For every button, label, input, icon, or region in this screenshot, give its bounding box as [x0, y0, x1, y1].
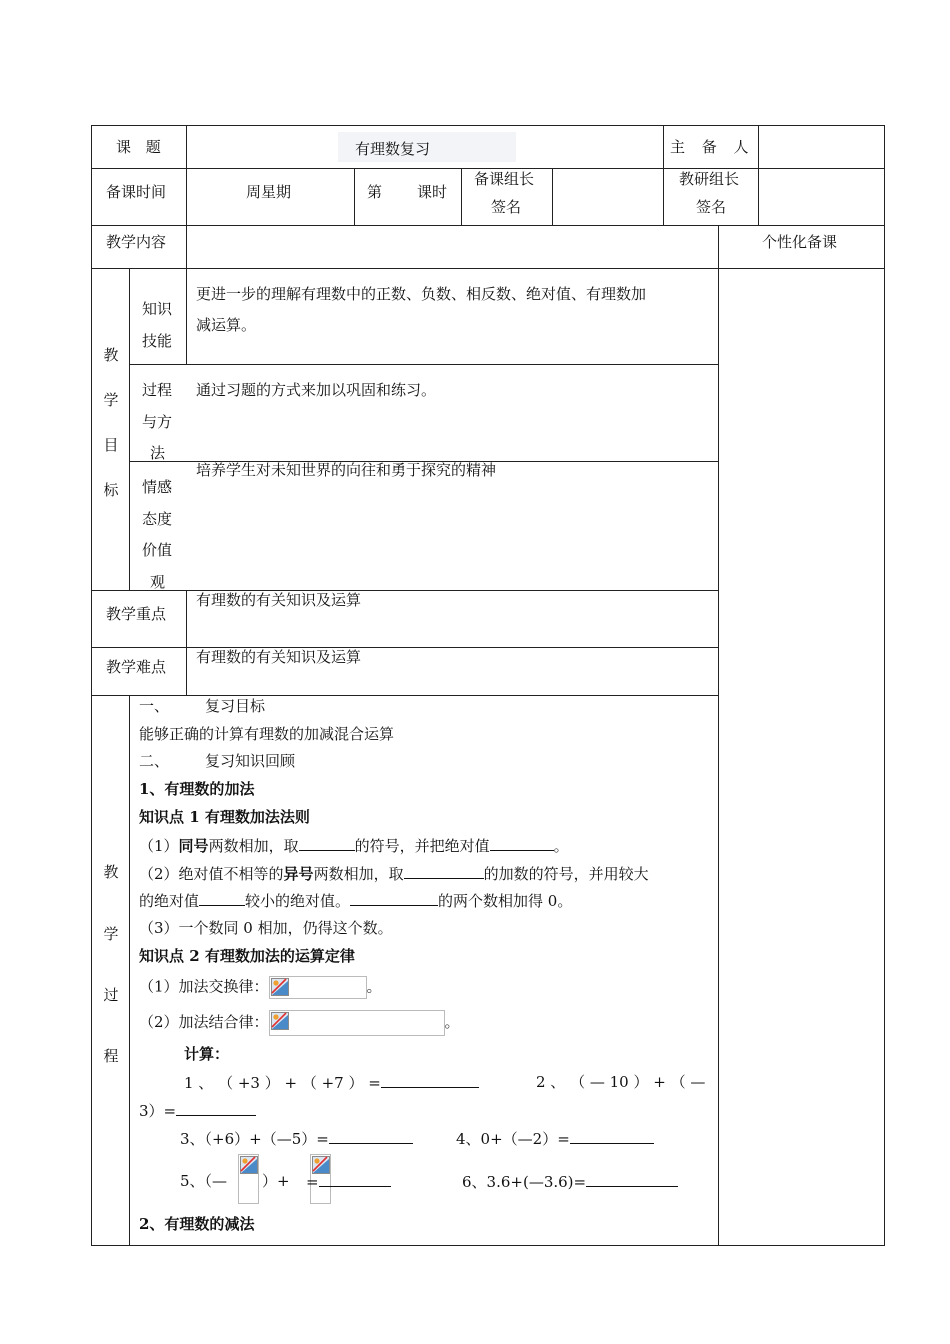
commutative-law — [139, 976, 382, 999]
knowledge-label-1: 知识 — [142, 300, 173, 318]
calc-3-expr: 3、（+6）+（—5）= — [180, 1130, 329, 1148]
broken-image-icon — [271, 978, 289, 996]
emotion-text: 培养学生对未知世界的向往和勇于探究的精神 — [196, 461, 497, 479]
commutative-law-end: 。 — [366, 977, 382, 996]
rule-2-a: （2）绝对值不相等的 — [139, 865, 284, 883]
knowledge-point-2: 知识点 2 有理数加法的运算定律 — [139, 947, 355, 965]
answer-blank[interactable] — [490, 836, 554, 851]
calc-2-cont-expr: 3）= — [139, 1102, 177, 1120]
content-label: 教学内容 — [106, 233, 167, 251]
process-side-1: 教 — [103, 863, 119, 881]
commutative-law-label: （1）加法交换律： — [139, 977, 269, 996]
process-label-1: 过程 — [142, 381, 173, 399]
topic-label: 课 题 — [116, 138, 161, 156]
time-label: 备课时间 — [106, 183, 167, 201]
rule-2-e: 的绝对值 — [139, 892, 200, 910]
rule — [461, 168, 462, 226]
rule — [91, 268, 885, 269]
associative-law-end: 。 — [444, 1013, 460, 1031]
calc-1-expr: 1 、 （ +3 ） + （ +7 ） = — [184, 1074, 381, 1092]
rule — [663, 125, 664, 226]
rule-1-e: 。 — [553, 837, 569, 855]
answer-blank[interactable] — [199, 891, 245, 906]
answer-blank[interactable] — [586, 1172, 678, 1187]
knowledge-text-1: 更进一步的理解有理数中的正数、负数、相反数、绝对值、有理数加 — [196, 285, 647, 303]
rule-2-opposite-sign: 异号 — [283, 865, 314, 883]
objectives-side-3: 目 — [103, 436, 119, 454]
heading-addition: 1、有理数的加法 — [139, 780, 255, 798]
difficult-point-text: 有理数的有关知识及运算 — [196, 648, 362, 666]
answer-blank[interactable] — [329, 1129, 413, 1144]
section2-title: 复习知识回顾 — [205, 752, 296, 770]
key-point-label: 教学重点 — [106, 605, 167, 623]
rule — [186, 590, 187, 696]
process-label-2: 与方 — [142, 413, 173, 431]
calc-4-expr: 4、0+（—2）= — [456, 1130, 570, 1148]
calc-6-expr: 6、3.6+(—3.6)= — [462, 1173, 587, 1191]
rule — [129, 268, 130, 591]
rule-1-c: 两数相加，取 — [208, 837, 299, 855]
answer-blank[interactable] — [319, 1172, 391, 1187]
rule-3: （3）一个数同 0 相加，仍得这个数。 — [139, 919, 393, 937]
calculate-title: 计算： — [184, 1045, 230, 1063]
rule — [91, 1245, 885, 1246]
topic-value: 有理数复习 — [355, 140, 431, 158]
associative-law-label: （2）加法结合律： — [139, 1013, 269, 1031]
rule-2-line2 — [139, 891, 572, 910]
rule-2-g: 的两个数相加得 0。 — [438, 892, 573, 910]
answer-blank[interactable] — [570, 1129, 654, 1144]
calc-2: 2 、 （ — 10 ） + （ — — [536, 1073, 706, 1091]
emotion-label-3: 价值 — [142, 541, 173, 559]
rule — [129, 364, 718, 365]
period-label-b: 课时 — [417, 183, 448, 201]
objectives-side-1: 教 — [103, 346, 119, 364]
knowledge-point-1: 知识点 1 有理数加法法则 — [139, 808, 310, 826]
key-point-text: 有理数的有关知识及运算 — [196, 591, 362, 609]
rule — [91, 125, 92, 1246]
answer-blank[interactable] — [299, 836, 355, 851]
calc-4 — [456, 1129, 654, 1148]
research-leader-line1: 教研组长 — [679, 170, 740, 188]
section2-number: 二、 — [139, 752, 170, 770]
knowledge-label-2: 技能 — [142, 332, 173, 350]
rule — [186, 268, 187, 365]
rule-2-f: 较小的绝对值。 — [245, 892, 351, 910]
week-label: 周星期 — [246, 183, 292, 201]
objectives-side-2: 学 — [103, 391, 119, 409]
knowledge-text-2: 减运算。 — [196, 316, 257, 334]
rule — [129, 695, 130, 1246]
process-side-4: 程 — [103, 1047, 119, 1065]
section1-title: 复习目标 — [205, 697, 266, 715]
answer-blank[interactable] — [176, 1101, 256, 1116]
rule — [718, 225, 719, 1246]
rule-1-d: 的符号，并把绝对值 — [354, 837, 490, 855]
rule-2-c: 两数相加，取 — [313, 865, 404, 883]
answer-blank[interactable] — [350, 891, 438, 906]
broken-image-icon — [240, 1156, 258, 1174]
rule — [884, 125, 885, 1246]
formula-image-placeholder — [269, 1010, 445, 1036]
formula-image-placeholder — [269, 976, 367, 999]
calc-5-eq: = — [306, 1173, 319, 1191]
rule — [758, 125, 759, 226]
preparer-label: 主 备 人 — [670, 138, 749, 156]
rule — [91, 168, 885, 169]
calc-5 — [180, 1172, 227, 1190]
group-leader-line2: 签名 — [491, 198, 522, 216]
heading-subtraction: 2、有理数的减法 — [139, 1215, 255, 1233]
answer-blank[interactable] — [404, 864, 484, 879]
calc-1 — [184, 1073, 479, 1092]
group-leader-line1: 备课组长 — [474, 170, 535, 188]
section1-number: 一、 — [139, 697, 170, 715]
rule-1-a: （1） — [139, 837, 179, 855]
rule-2-line1 — [139, 864, 649, 883]
rule-1 — [139, 836, 569, 855]
process-text: 通过习题的方式来加以巩固和练习。 — [196, 381, 437, 399]
rule — [186, 125, 187, 269]
difficult-point-label: 教学难点 — [106, 658, 167, 676]
rule — [91, 125, 885, 126]
calc-2-cont — [139, 1101, 256, 1120]
rule-1-same-sign: 同号 — [178, 837, 209, 855]
emotion-label-1: 情感 — [142, 478, 173, 496]
fraction-image-placeholder — [238, 1154, 259, 1204]
objectives-side-4: 标 — [103, 481, 119, 499]
calc-6 — [462, 1172, 678, 1191]
process-side-2: 学 — [103, 925, 119, 943]
personal-label: 个性化备课 — [762, 233, 838, 251]
rule-2-d: 的加数的符号，并用较大 — [483, 865, 649, 883]
rule — [91, 225, 885, 226]
rule — [552, 168, 553, 226]
rule — [354, 168, 355, 226]
associative-law — [139, 1010, 460, 1036]
emotion-label-4: 观 — [150, 573, 166, 591]
calc-5-a: 5、（— — [180, 1172, 228, 1190]
calc-5-c — [306, 1172, 391, 1191]
research-leader-line2: 签名 — [696, 198, 727, 216]
review-goal: 能够正确的计算有理数的加减混合运算 — [139, 725, 395, 743]
answer-blank[interactable] — [381, 1073, 479, 1088]
calc-5-b: ）+ — [262, 1172, 290, 1190]
process-label-3: 法 — [150, 444, 166, 462]
calc-3 — [180, 1129, 413, 1148]
broken-image-icon — [271, 1012, 289, 1030]
process-side-3: 过 — [103, 986, 119, 1004]
emotion-label-2: 态度 — [142, 510, 173, 528]
period-label-a: 第 — [367, 183, 383, 201]
